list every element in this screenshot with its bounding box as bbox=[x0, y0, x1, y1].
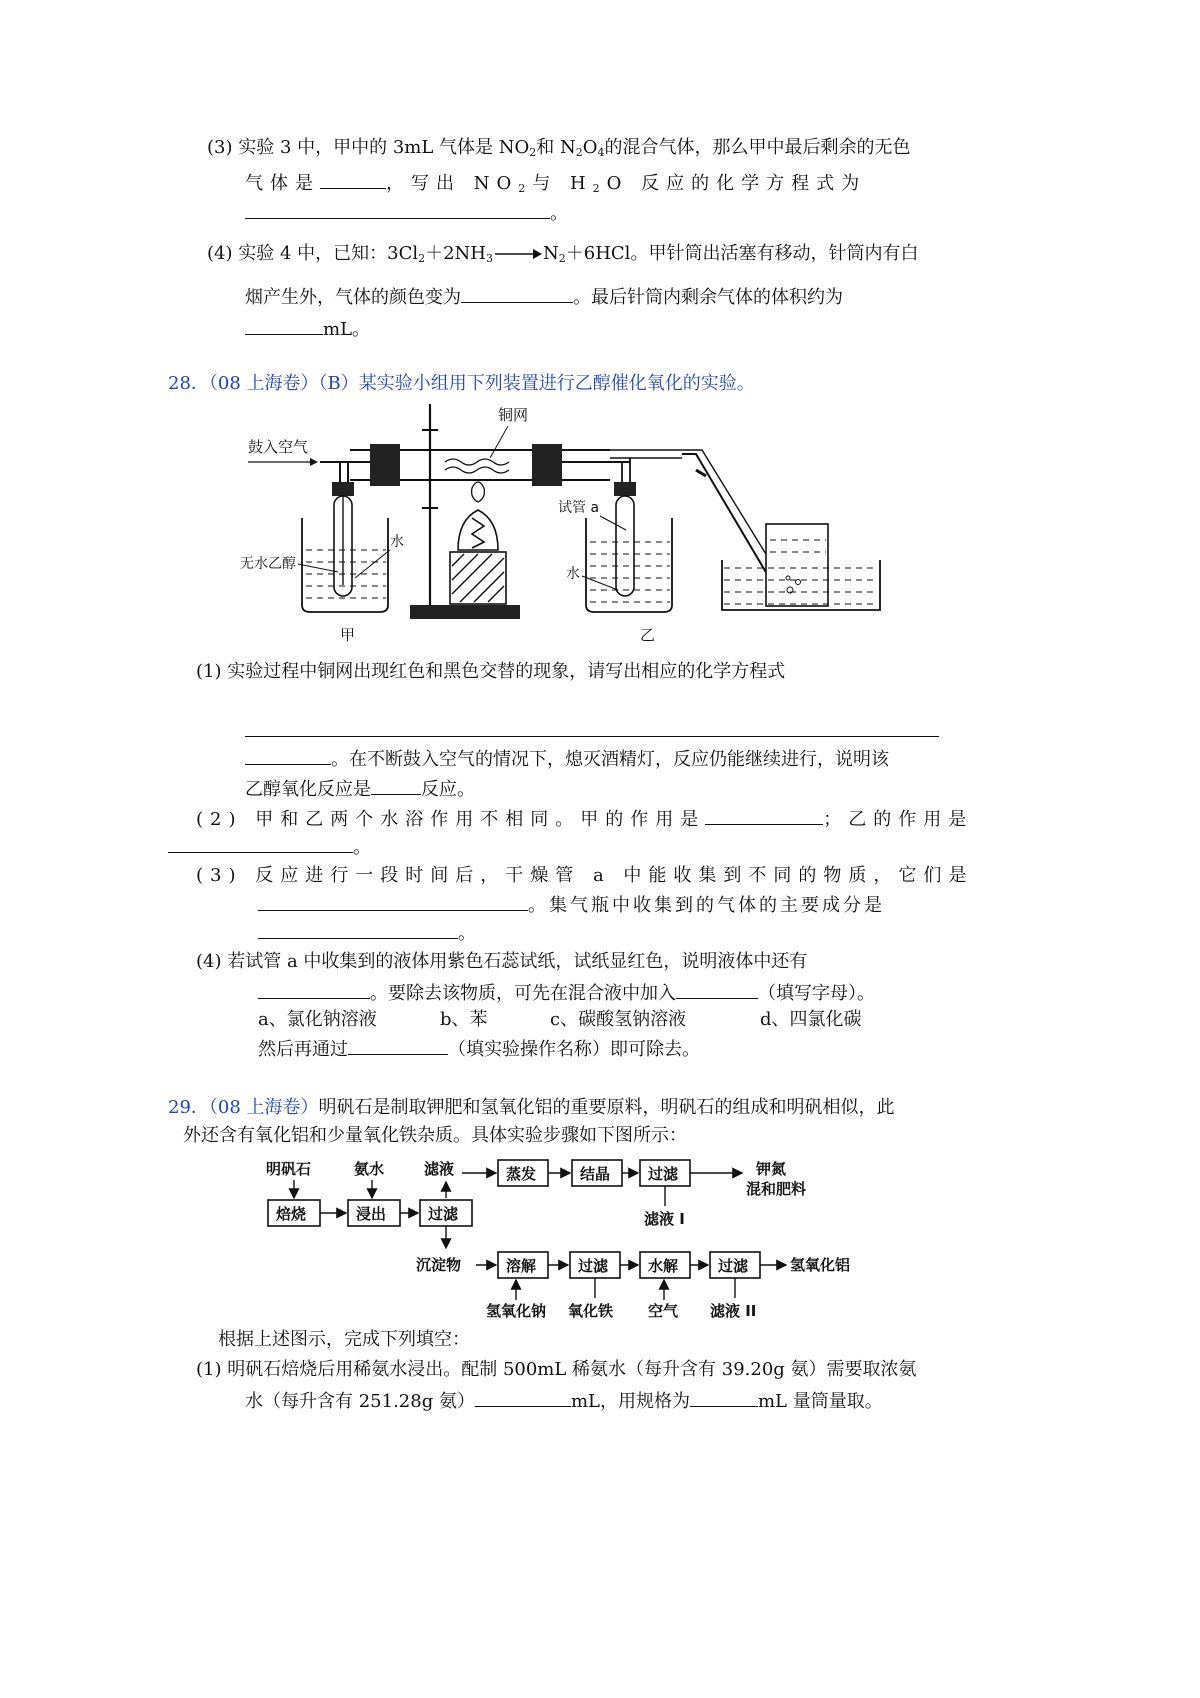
flow-al-hydroxide: 氢氧化铝 bbox=[790, 1256, 851, 1274]
answer-blank[interactable] bbox=[475, 1388, 571, 1407]
answer-blank[interactable] bbox=[245, 316, 323, 335]
q27-part4-line2: 烟产生外，气体的颜色变为 。最后针筒内剩余气体的体积约为 bbox=[245, 284, 843, 310]
q28-part1-line2 bbox=[245, 718, 939, 744]
q28-part4-line4: 然后再通过 （填实验操作名称）即可除去。 bbox=[258, 1036, 700, 1062]
answer-blank[interactable] bbox=[676, 980, 758, 999]
answer-blank[interactable] bbox=[245, 200, 550, 219]
q28-part1-line4: 乙醇氧化反应是 反应。 bbox=[245, 776, 475, 802]
answer-blank[interactable] bbox=[348, 1036, 448, 1055]
flow-filtrate-1: 滤液 I bbox=[644, 1210, 685, 1228]
label-yi: 乙 bbox=[640, 626, 656, 644]
answer-blank[interactable] bbox=[461, 284, 573, 303]
q28-part3-line3: 。 bbox=[258, 920, 476, 946]
q29-part1-line2: 水（每升含有 251.28g 氨） mL，用规格为 mL 量筒量取。 bbox=[245, 1388, 883, 1414]
flow-naoh: 氢氧化钠 bbox=[486, 1302, 547, 1320]
q28-part3-line2: 。集气瓶中收集到的气体的主要成分是 bbox=[258, 892, 885, 918]
answer-blank[interactable] bbox=[705, 806, 823, 825]
q29-heading-line1: 29．（08 上海卷）明矾石是制取钾肥和氢氧化铝的重要原料，明矾石的组成和明矾相似，此 bbox=[168, 1097, 895, 1118]
label-blow-air: 鼓入空气 bbox=[248, 438, 309, 456]
flow-precipitate: 沉淀物 bbox=[416, 1256, 462, 1274]
flow-filter1: 过滤 bbox=[648, 1165, 679, 1183]
answer-blank[interactable] bbox=[245, 718, 939, 737]
flow-alunite: 明矾石 bbox=[266, 1160, 312, 1178]
flow-air: 空气 bbox=[648, 1302, 679, 1320]
flow-hydrolyze: 水解 bbox=[648, 1257, 679, 1275]
answer-blank[interactable] bbox=[258, 920, 458, 939]
answer-blank[interactable] bbox=[245, 746, 331, 765]
q28-part4-line1: (4) 若试管 a 中收集到的液体用紫色石蕊试纸，试纸显红色，说明液体中还有 bbox=[196, 951, 808, 972]
q28-option-b: b、苯 bbox=[440, 1009, 488, 1030]
flow-fertilizer-2: 混和肥料 bbox=[746, 1180, 807, 1198]
q28-heading: 28．（08 上海卷）（B）某实验小组用下列装置进行乙醇催化氧化的实验。 bbox=[168, 373, 755, 394]
q28-part2-line2: 。 bbox=[168, 834, 371, 860]
flow-dissolve: 溶解 bbox=[506, 1257, 537, 1275]
alunite-process-flowchart bbox=[260, 1152, 860, 1324]
q28-part3-line1: (3) 反应进行一段时间后，干燥管 a 中能收集到不同的物质，它们是 bbox=[196, 865, 974, 886]
q27-part3-line2: 气体是 ，写出 $NO_2$与 $H_2O$ 反应的化学方程式为 bbox=[245, 170, 866, 196]
q27-part4-line3: mL。 bbox=[245, 316, 370, 342]
q28-part2-line1: (2) 甲和乙两个水浴作用不相同。甲的作用是 ；乙的作用是 bbox=[196, 806, 973, 832]
q28-part1-line1: (1) 实验过程中铜网出现红色和黑色交替的现象，请写出相应的化学方程式 bbox=[196, 661, 786, 682]
q27-part4-line1: (4) 实验 4 中，已知：$3Cl_2+2NH_3$ $N_2+6HCl$。甲针筒出活塞有移动，针筒内有白 bbox=[207, 243, 919, 265]
answer-blank[interactable] bbox=[168, 834, 353, 853]
label-water-1: 水 bbox=[390, 534, 404, 550]
flow-ammonia: 氨水 bbox=[354, 1160, 385, 1178]
label-copper-mesh: 铜网 bbox=[498, 406, 529, 424]
flow-evaporate: 蒸发 bbox=[506, 1165, 537, 1183]
flow-iron-oxide: 氧化铁 bbox=[568, 1302, 614, 1320]
answer-blank[interactable] bbox=[258, 980, 370, 999]
flow-filtrate-2: 滤液 II bbox=[710, 1302, 757, 1320]
label-anhydrous-ethanol: 无水乙醇 bbox=[240, 556, 296, 572]
answer-blank[interactable] bbox=[371, 776, 421, 795]
flow-leach: 浸出 bbox=[356, 1205, 387, 1223]
ethanol-oxidation-apparatus-figure bbox=[240, 400, 890, 645]
reaction-arrow-icon bbox=[493, 248, 543, 260]
answer-blank[interactable] bbox=[690, 1388, 758, 1407]
q28-part1-line3: 。在不断鼓入空气的情况下，熄灭酒精灯，反应仍能继续进行，说明该 bbox=[245, 746, 889, 772]
flow-crystallize: 结晶 bbox=[580, 1165, 611, 1183]
q28-option-a: a、氯化钠溶液 bbox=[258, 1009, 377, 1030]
flow-filter3: 过滤 bbox=[718, 1257, 749, 1275]
q27-part3-line1: (3) 实验 3 中，甲中的 3mL 气体是 $NO_2$和 $N_2O_4$的混合气体，那么甲中最后剩余的无色 bbox=[207, 137, 911, 159]
label-water-2: 水 bbox=[566, 566, 580, 582]
answer-blank[interactable] bbox=[320, 170, 386, 189]
q27-part3-line3: 。 bbox=[245, 200, 568, 226]
q29-intro: 根据上述图示，完成下列填空： bbox=[218, 1329, 470, 1350]
label-test-tube-a: 试管 a bbox=[558, 500, 600, 516]
label-jia: 甲 bbox=[340, 626, 356, 644]
q28-part4-line2: 。要除去该物质，可先在混合液中加入 （填写字母）。 bbox=[258, 980, 875, 1006]
flow-filter2: 过滤 bbox=[578, 1257, 609, 1275]
q28-option-c: c、碳酸氢钠溶液 bbox=[550, 1009, 687, 1030]
answer-blank[interactable] bbox=[258, 892, 528, 911]
q28-option-d: d、四氯化碳 bbox=[760, 1009, 862, 1030]
q29-heading-line2: 外还含有氧化铝和少量氧化铁杂质。具体实验步骤如下图所示： bbox=[183, 1125, 687, 1146]
flow-filtrate: 滤液 bbox=[424, 1160, 455, 1178]
flow-fertilizer-1: 钾氮 bbox=[756, 1160, 787, 1178]
q29-part1-line1: (1) 明矾石焙烧后用稀氨水浸出。配制 500mL 稀氨水（每升含有 39.20g 氨）需要取浓氨 bbox=[196, 1359, 917, 1380]
flow-roast: 焙烧 bbox=[276, 1205, 307, 1223]
flow-filter0: 过滤 bbox=[428, 1205, 459, 1223]
